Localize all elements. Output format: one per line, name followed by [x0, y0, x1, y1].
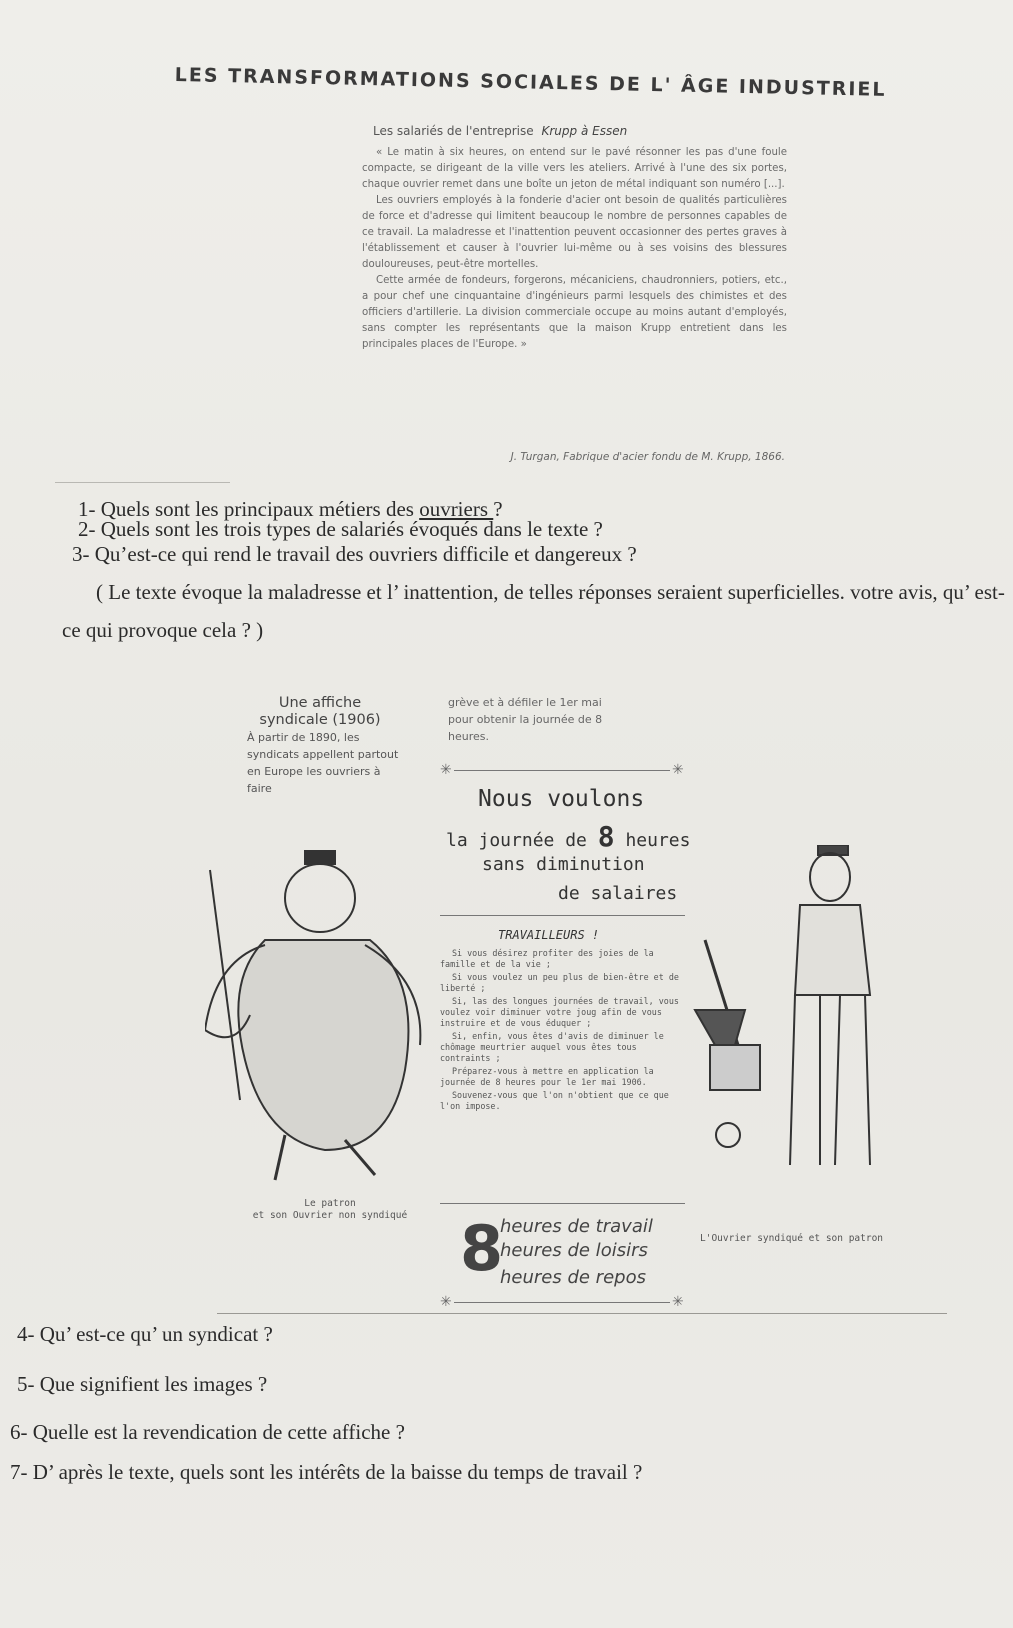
poster-caption-left [247, 695, 407, 797]
document-heading-text: Les salariés de l'entreprise [373, 124, 534, 138]
poster-headline-4: de salaires [558, 883, 678, 904]
poster-rule [440, 1203, 685, 1204]
question-text: Quelle est la revendication de cette affiche ? [32, 1420, 405, 1444]
poster-body-line: Souvenez-vous que l'on n'obtient que ce que l'on impose. [440, 1090, 669, 1111]
poster-rule [440, 915, 685, 916]
question-text: Qu’ est-ce qu’ un syndicat ? [39, 1322, 273, 1346]
question-2 [78, 517, 603, 542]
poster-caption-right: grève et à défiler le 1er mai pour obtenir la journée de 8 heures. [448, 696, 603, 743]
ornament-icon: ✳ [440, 763, 452, 778]
poster-body-line: Préparez-vous à mettre en application la journée de 8 heures pour le 1er mai 1906. [440, 1066, 654, 1087]
underlined-word: ouvriers [419, 497, 494, 521]
cane-icon [210, 870, 240, 1100]
question-5 [17, 1372, 267, 1397]
small-figure-icon [716, 1123, 740, 1147]
poster-hours-leisure: heures de loisirs [500, 1240, 648, 1261]
question-mark: ? [493, 497, 503, 521]
top-hat-icon [305, 850, 335, 864]
excerpt-paragraph: « Le matin à six heures, on entend sur le pavé résonner les pas d'une foule compacte, se dirigeant de la ville vers les ateliers. Arrivé à l'une des six portes, chaque ouvrier remet dans une boîte un jeton de métal indiquant son numéro [...]. [362, 147, 787, 190]
headline-2-post: heures [625, 830, 691, 851]
question-4 [17, 1322, 273, 1347]
question-text: Que signifient les images ? [39, 1372, 268, 1396]
question-number: 6- [10, 1420, 28, 1444]
caption-ouvrier: L'Ouvrier syndiqué et son patron [700, 1233, 884, 1244]
document-heading [373, 124, 627, 138]
poster-body-line: Si, las des longues journées de travail, vous voulez voir diminuer votre joug afin de vous instruire et de vous éduquer ; [440, 996, 679, 1028]
poster-headline-1: Nous voulons [478, 786, 645, 812]
document-excerpt [362, 145, 787, 353]
question-7 [10, 1460, 642, 1485]
poster-eight: 8 [460, 1212, 504, 1285]
question-number: 3- [72, 542, 90, 566]
poster-body-line: Si vous voulez un peu plus de bien-être et de liberté ; [440, 972, 679, 993]
question-number: 2- [78, 517, 96, 541]
head-shape [285, 864, 355, 932]
poster-rule [454, 770, 670, 771]
headline-2-pre: la journée de [446, 830, 587, 851]
poster-hours-work: heures de travail [500, 1216, 653, 1237]
question-3 [72, 542, 637, 567]
right-leg [345, 1140, 375, 1175]
question-6 [10, 1420, 405, 1445]
poster-body-line: Si, enfin, vous êtes d'avis de diminuer le chômage meurtrier auquel vous êtes tous contraints ; [440, 1031, 664, 1063]
union-poster [440, 763, 691, 1310]
excerpt-paragraph: Cette armée de fondeurs, forgerons, mécaniciens, chaudronniers, potiers, etc., a pour chef une cinquantaine d'ingénieurs parmi lesquels des chimistes et des officiers d'artillerie. La division commerciale occupe au moins autant d'employés, sans compter les représentants que la maison Krupp entretient dans les principales places de l'Europe. » [362, 275, 787, 350]
question-number: 4- [17, 1322, 35, 1346]
document-heading-handwritten: Krupp à Essen [541, 124, 628, 138]
poster-body-line: Si vous désirez profiter des joies de la famille et de la vie ; [440, 948, 654, 969]
question-number: 1- [78, 497, 96, 521]
question-number: 7- [10, 1460, 28, 1484]
poster-rule [454, 1302, 670, 1303]
question-text: D’ après le texte, quels sont les intérêts de la baisse du temps de travail ? [32, 1460, 643, 1484]
question-text: Quels sont les trois types de salariés évoqués dans le texte ? [100, 517, 603, 541]
shirt-shape [795, 905, 870, 995]
caption-patron-line-2: et son Ouvrier non syndiqué [252, 1210, 408, 1221]
ornament-icon: ✳ [672, 763, 684, 778]
document-source [0, 451, 785, 463]
ouvrier-illustration [690, 845, 885, 1215]
poster-hours-rest: heures de repos [500, 1267, 646, 1288]
left-leg [275, 1135, 285, 1180]
question-text: Qu’est-ce qui rend le travail des ouvriers difficile et dangereux ? [94, 542, 637, 566]
question-number: 5- [17, 1372, 35, 1396]
block-shape [710, 1045, 760, 1090]
question-text: Quels sont les principaux métiers des [100, 497, 420, 521]
divider [55, 482, 230, 483]
poster-caption-title: Une affiche syndicale (1906) [259, 695, 381, 728]
divider [217, 1313, 947, 1314]
head-shape [810, 853, 850, 901]
poster-caption-left-text: À partir de 1890, les syndicats appellent partout en Europe les ouvriers à faire [247, 731, 399, 795]
caption-patron-line-1: Le patron [304, 1198, 356, 1209]
source-citation: J. Turgan, Fabrique d'acier fondu de M. Krupp, 1866. [510, 451, 785, 463]
poster-body [440, 948, 680, 1114]
poster-headline-3: sans diminution [482, 854, 645, 875]
ornament-icon: ✳ [672, 1295, 684, 1310]
poster-headline-2 [446, 820, 690, 853]
ornament-icon: ✳ [440, 1295, 452, 1310]
teacher-note: ( Le texte évoque la maladresse et l’ inattention, de telles réponses seraient superficielles. votre avis, qu’ est-ce qui provoque cela ? ) [62, 580, 1005, 642]
poster-travailleurs: TRAVAILLEURS ! [498, 928, 600, 942]
caption-patron [225, 1198, 435, 1222]
excerpt-paragraph: Les ouvriers employés à la fonderie d'acier ont besoin de qualités particulières de force et d'adresse qui limitent beaucoup le nombre de personnes capables de ce travail. La maladresse et l'inattention peuvent occasionner des pertes graves à l'établissement et causer à l'ouvrier lui-même ou à ses voisins des blessures douloureuses, peut-être mortelles. [362, 195, 787, 270]
legs-shape [790, 995, 870, 1165]
page-title: LES TRANSFORMATIONS SOCIALES DE L' ÂGE INDUSTRIEL [174, 64, 887, 101]
headline-2-number: 8 [597, 820, 615, 853]
anvil-icon [695, 1010, 745, 1045]
body-shape [238, 940, 408, 1150]
patron-illustration [205, 850, 435, 1195]
